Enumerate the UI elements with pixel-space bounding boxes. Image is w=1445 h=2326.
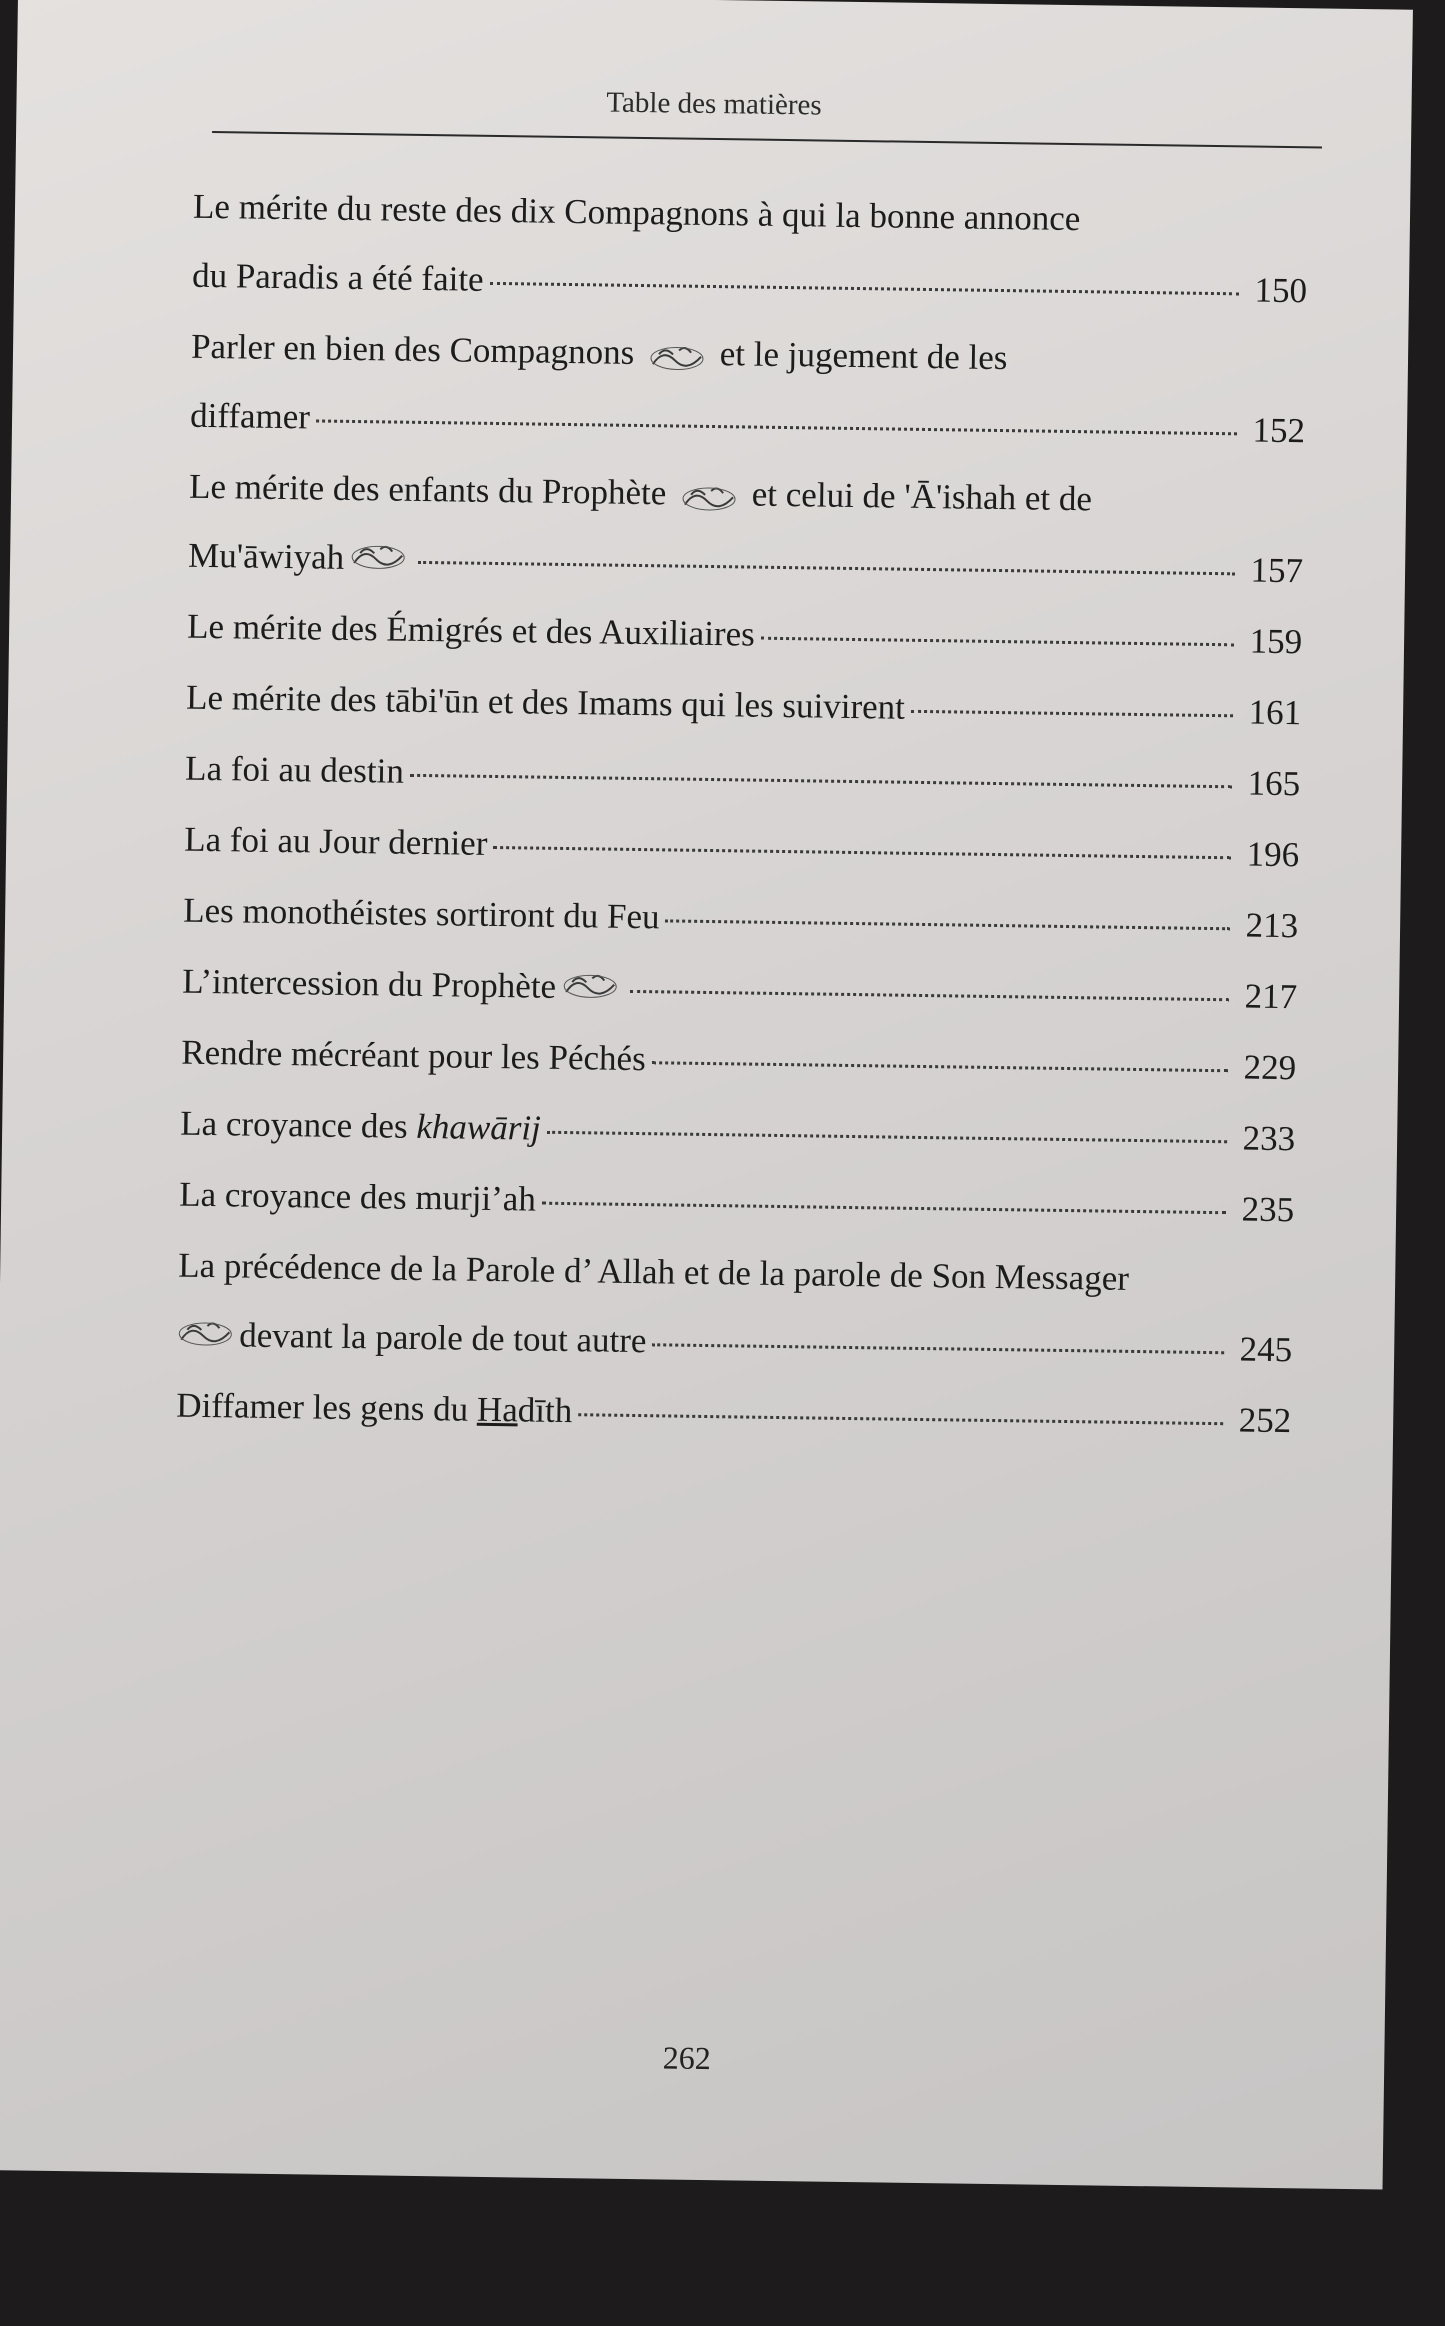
toc-page-number: 150 xyxy=(1254,270,1308,311)
toc-page-number: 217 xyxy=(1244,976,1298,1017)
running-title: Table des matières xyxy=(606,86,822,122)
leader-dots xyxy=(542,1202,1226,1215)
toc-entry-title-line: et celui de 'Ā'ishah et de xyxy=(751,474,1093,519)
toc-entry xyxy=(179,1174,1295,1230)
toc-page-number: 235 xyxy=(1241,1189,1295,1230)
toc-page-number: 159 xyxy=(1249,621,1303,662)
header-rule xyxy=(212,131,1322,148)
calligraphy-eulogy-icon xyxy=(350,541,406,570)
leader-dots xyxy=(761,637,1234,647)
page-number: 262 xyxy=(662,2039,712,2077)
leader-dots xyxy=(665,919,1230,930)
toc-page-number: 157 xyxy=(1250,550,1304,591)
calligraphy-eulogy-icon xyxy=(681,483,737,512)
toc-page-number: 152 xyxy=(1252,410,1306,451)
toc-entry xyxy=(189,326,1306,451)
toc-entry xyxy=(180,1032,1297,1088)
table-of-contents xyxy=(176,186,1309,1474)
toc-entry-title: devant la parole de tout autre xyxy=(239,1315,647,1361)
toc-page-number: 245 xyxy=(1239,1329,1293,1370)
toc-entry xyxy=(176,1385,1292,1441)
toc-entry xyxy=(184,748,1301,804)
toc-entry-title-line: La précédence de la Parole d’ Allah et de la parole de Son Messager xyxy=(178,1245,1130,1298)
calligraphy-eulogy-icon xyxy=(177,1318,233,1347)
toc-entry-title-underlined: Ha xyxy=(476,1389,519,1430)
toc-entry xyxy=(182,890,1299,946)
toc-page-number: 252 xyxy=(1238,1400,1292,1441)
toc-page-number: 165 xyxy=(1247,763,1301,804)
toc-entry-title-line: et le jugement de les xyxy=(719,334,1008,378)
toc-entry xyxy=(186,606,1303,662)
toc-entry xyxy=(183,819,1300,875)
calligraphy-eulogy-icon xyxy=(562,970,618,999)
toc-entry-title: Le mérite des Émigrés et des Auxiliaires xyxy=(186,606,756,654)
toc-entry-title-line: Le mérite du reste des dix Compagnons à qui la bonne annonce xyxy=(192,186,1081,239)
toc-entry-title-line: Le mérite des enfants du Prophète xyxy=(188,466,667,513)
toc-entry-title: La foi au Jour dernier xyxy=(183,819,488,863)
leader-dots xyxy=(652,1343,1224,1354)
leader-dots xyxy=(652,1061,1228,1072)
leader-dots xyxy=(911,710,1233,717)
toc-entry xyxy=(191,186,1308,311)
toc-entry xyxy=(185,677,1302,733)
toc-entry-title-part: La croyance des xyxy=(179,1103,417,1146)
toc-page-number: 196 xyxy=(1246,834,1300,875)
leader-dots xyxy=(316,419,1237,435)
toc-entry-title xyxy=(176,1385,573,1431)
toc-entry xyxy=(187,466,1304,591)
toc-entry-title-part: dīth xyxy=(517,1390,573,1431)
toc-entry-title: La croyance des murji’ah xyxy=(179,1174,537,1219)
leader-dots xyxy=(418,561,1235,575)
toc-entry-title: du Paradis a été faite xyxy=(191,255,484,299)
toc-entry-title: Le mérite des tābi'ūn et des Imams qui les suivirent xyxy=(185,677,906,727)
toc-entry-title xyxy=(179,1103,542,1148)
toc-entry-title-italic: khawārij xyxy=(416,1106,542,1148)
calligraphy-eulogy-icon xyxy=(649,342,705,371)
leader-dots xyxy=(493,846,1231,859)
toc-entry xyxy=(181,961,1298,1017)
toc-entry-title: Rendre mécréant pour les Péchés xyxy=(180,1032,647,1079)
toc-entry-title: Les monothéistes sortiront du Feu xyxy=(182,890,660,937)
leader-dots xyxy=(630,990,1229,1001)
toc-entry-title-line: Parler en bien des Compagnons xyxy=(190,326,635,372)
toc-entry-title-part: Diffamer les gens du xyxy=(176,1385,478,1429)
toc-entry xyxy=(179,1103,1296,1159)
toc-page-number: 229 xyxy=(1243,1047,1297,1088)
toc-entry-title: diffamer xyxy=(189,395,311,437)
toc-page-number: 161 xyxy=(1248,692,1302,733)
toc-page-number: 213 xyxy=(1245,905,1299,946)
leader-dots xyxy=(578,1413,1223,1425)
leader-dots xyxy=(547,1131,1227,1143)
leader-dots xyxy=(410,774,1232,788)
toc-entry xyxy=(177,1245,1293,1370)
toc-entry-title: La foi au destin xyxy=(184,748,405,791)
toc-entry-title: Mu'āwiyah xyxy=(187,535,345,577)
leader-dots xyxy=(490,282,1239,295)
toc-entry-title: L’intercession du Prophète xyxy=(181,961,557,1006)
toc-page-number: 233 xyxy=(1242,1118,1296,1159)
